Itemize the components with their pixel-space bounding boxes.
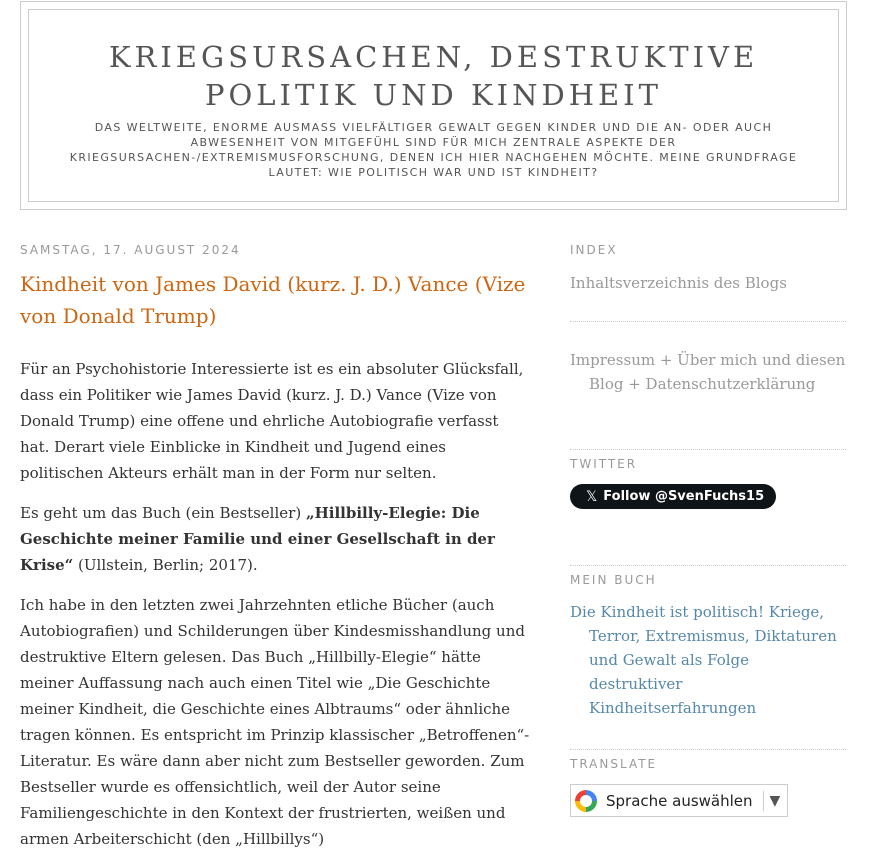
post-paragraph-2-intro: Es geht um das Buch (ein Bestseller) [20,504,306,522]
widget-mein-buch [570,572,846,750]
widget-translate [570,756,846,817]
book-title-bold: „Hillbilly-Elegie: Die Geschichte meiner Familie und einer Gesellschaft in der Krise“ [20,504,495,574]
blog-title[interactable]: KRIEGSURSACHEN, DESTRUKTIVE POLITIK UND KINDHEIT [108,40,759,112]
index-link[interactable]: Inhaltsverzeichnis des Blogs [570,274,787,292]
widget-twitter [570,456,846,566]
blog-description: DAS WELTWEITE, ENORME AUSMASS VIELFÄLTIGER GEWALT GEGEN KINDER UND DIE AN- ODER AUCH ABWESENHEIT VON MITGEFÜHL SIND FÜR MICH ZENTRALE ASPEKTE DER KRIEGSURSACHEN-/EXTREMISMUSFORSCHUNG, DENEN ICH HIER NACHGEHEN MÖCHTE. MEINE GRUNDFRAGE LAUTET: WIE POLITISCH WAR UND IST KINDHEIT? [69,121,798,179]
widget-title-translate: TRANSLATE [570,757,658,771]
language-select[interactable] [570,784,788,817]
impressum-link[interactable]: Impressum + Über mich und diesen Blog + Datenschutzerklärung [570,351,846,393]
sidebar [570,242,846,817]
widget-impressum [570,322,846,450]
header-outer-frame [20,1,847,210]
post-paragraph-2-outro: (Ullstein, Berlin; 2017). [73,556,258,574]
post-paragraph-1: Für an Psychohistorie Interessierte ist es ein absoluter Glücksfall, dass ein Politiker wie James David (kurz. J. D.) Vance (Vize von Donald Trump) eine offene und ehrliche Autobiografie verfasst hat. Derart viele Einblicke in Kindheit und Jugend eines politischen Akteurs erhält man in der Form nur selten. [20,360,524,482]
widget-index [570,242,846,322]
x-logo-icon: 𝕏 [586,488,598,505]
dropdown-arrow-icon: ▼ [769,792,781,809]
post-paragraph-3: Ich habe in den letzten zwei Jahrzehnten etliche Bücher (auch Autobiografien) und Schilderungen über Kindesmisshandlung und destruktive Eltern gelesen. Das Buch „Hillbilly-Elegie“ hätte meiner Auffassung nach auch einen Titel wie „Die Geschichte meiner Kindheit, die Geschichte eines Albtraums“ oder ähnliche tragen können. Es entspricht im Prinzip klassischer „Betroffenen“-Literatur. Es wäre dann aber nicht zum Bestseller geworden. Zum Bestseller wurde es offensichtlich, weil der Autor seine Familiengeschichte in den Kontext der frustrierten, weißen und armen Arbeiterschicht (den „Hillbillys“) [20,596,530,848]
main-column [20,242,532,866]
book-link[interactable]: Die Kindheit ist politisch! Kriege, Terror, Extremismus, Diktaturen und Gewalt als Folge destruktiver Kindheitserfahrungen [570,603,837,717]
widget-title-buch: MEIN BUCH [570,573,657,587]
select-divider [763,791,764,811]
google-g-icon [575,790,597,812]
widget-title-index: INDEX [570,243,618,257]
header-inner-frame [28,9,839,202]
widget-title-twitter: TWITTER [570,457,638,471]
twitter-follow-label: Follow @SvenFuchs15 [603,489,765,504]
post-title[interactable]: Kindheit von James David (kurz. J. D.) Vance (Vize von Donald Trump) [20,272,526,328]
post-body [20,356,532,852]
post-paragraph-2 [20,500,532,578]
post-date: SAMSTAG, 17. AUGUST 2024 [20,243,241,257]
twitter-follow-button[interactable] [570,484,776,509]
language-select-label: Sprache auswählen [606,791,753,810]
